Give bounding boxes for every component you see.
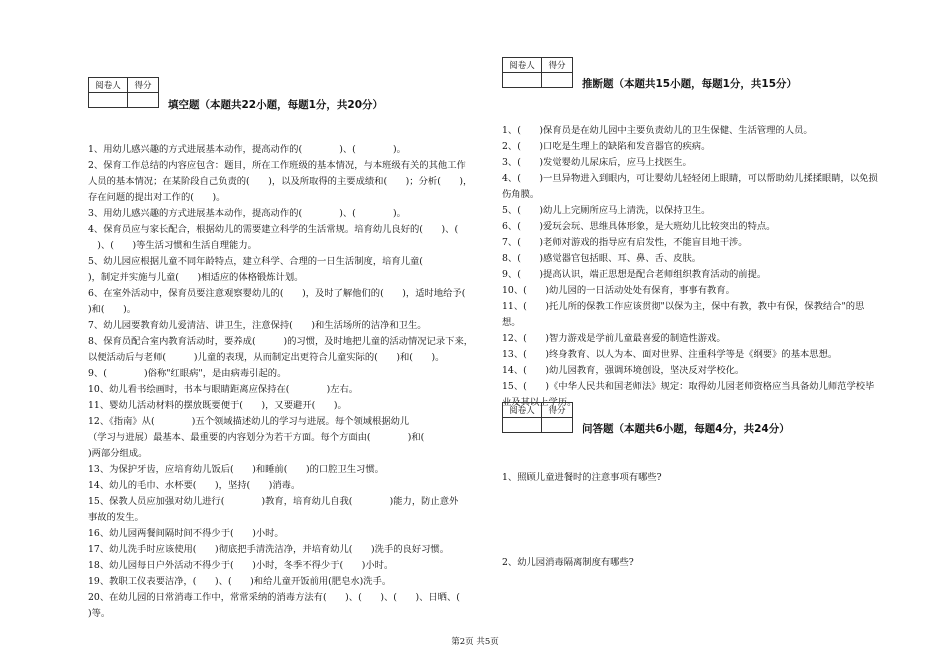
question-line: )，制定并实施与儿童( )相适应的体格锻炼计划。 [88, 272, 304, 283]
question-line: 人员的基本情况；在某阶段自己负责的( )，以及所取得的主要成绩和( )；分析( )， [88, 176, 473, 187]
grader-cell[interactable] [503, 418, 542, 433]
question-line: 4、( )一旦异物进入到眼内，可让婴幼儿轻轻闭上眼睛，可以帮助幼儿揉揉眼睛，以免损 [502, 173, 878, 184]
question-line: 事故的发生。 [88, 512, 144, 523]
question-line: 1、( )保育员是在幼儿园中主要负责幼儿的卫生保健、生活管理的人员。 [502, 125, 813, 136]
question-line: 3、( )发觉婴幼儿尿床后，应马上找医生。 [502, 157, 692, 168]
question-line: 19、教职工仪表要洁净，( )、( )和给儿童开饭前用(肥皂水)洗手。 [88, 576, 392, 587]
question-line: 以便活动后与老师( )儿童的表现，从而制定出更符合儿童实际的( )和( )。 [88, 352, 445, 363]
score-label: 得分 [128, 78, 159, 93]
grader-label: 阅卷人 [503, 403, 542, 418]
question-line: 伤角膜。 [502, 189, 540, 200]
fill-question-list [88, 142, 490, 622]
question-line: 想。 [502, 317, 521, 328]
score-cell[interactable] [542, 418, 573, 433]
question-line: )和( )。 [88, 304, 137, 315]
score-box-qa [502, 402, 573, 433]
question-line: （学习与进展）最基本、最重要的内容划分为若干方面。每个方面由( )和( [88, 432, 434, 443]
question-line: 11、( )托儿所的保教工作应该贯彻"以保为主，保中有教，教中有保，保教结合"的思 [502, 301, 865, 312]
score-label: 得分 [542, 58, 573, 73]
question-line: )等。 [88, 608, 111, 619]
question-line: 10、( )幼儿园的一日活动处处有保育，事事有教育。 [502, 285, 735, 296]
section-title-fill: 填空题（本题共22小题，每题1分，共20分） [168, 99, 384, 111]
question-line: 14、( )幼儿园教育，强调环境创设，坚决反对学校化。 [502, 365, 745, 376]
question-line: 18、幼儿园每日户外活动不得少于( )小时，冬季不得少于( )小时。 [88, 560, 394, 571]
question-line: 6、在室外活动中，保育员要注意观察婴幼儿的( )，及时了解他们的( )，适时地给予( [88, 288, 466, 299]
question-line: 1、用幼儿感兴趣的方式进展基本动作，提高动作的( )、( )。 [88, 144, 406, 155]
question-line: 2、( )口吃是生理上的缺陷和发音器官的疾病。 [502, 141, 711, 152]
question-line: 14、幼儿的毛巾、水杯要( )，坚持( )消毒。 [88, 480, 301, 491]
question-line: 8、保育员配合室内教育活动时，要养成( )的习惯，及时地把儿童的活动情况记录下来， [88, 336, 474, 347]
question-line: 12、( )智力游戏是学前儿童最喜爱的制造性游戏。 [502, 333, 726, 344]
question-line: 8、( )感觉器官包括眼、耳、鼻、舌、皮肤。 [502, 253, 702, 264]
question-line: 11、婴幼儿活动材料的摆放既要便于( )，又要避开( )。 [88, 400, 347, 411]
grader-cell[interactable] [503, 73, 542, 88]
question-line: 业及其以上学历。 [502, 397, 577, 408]
grader-label: 阅卷人 [503, 58, 542, 73]
question-line: 2、保育工作总结的内容应包含：题目，所在工作班级的基本情况，与本班级有关的其他工作 [88, 160, 466, 171]
section-title-qa: 问答题（本题共6小题，每题4分，共24分） [582, 423, 790, 435]
qa-question-2: 2、幼儿园消毒隔离制度有哪些? [502, 557, 634, 568]
question-line: 15、保教人员应加强对幼儿进行( )教育，培育幼儿自我( )能力，防止意外 [88, 496, 459, 507]
question-line: 16、幼儿园两餐间隔时间不得少于( )小时。 [88, 528, 284, 539]
question-line: 9、( )提高认识，端正思想是配合老师组织教育活动的前提。 [502, 269, 767, 280]
question-line: 9、( )俗称"红眼病"，是由病毒引起的。 [88, 368, 287, 379]
question-line: )、( )等生活习惯和生活自理能力。 [88, 240, 257, 251]
score-box-fill [88, 77, 159, 108]
qa-question-1: 1、照顾儿童进餐时的注意事项有哪些? [502, 472, 662, 483]
question-line: 15、( )《中华人民共和国老师法》规定：取得幼儿园老师资格应当具备幼儿师范学校毕 [502, 381, 875, 392]
question-line: 13、为保护牙齿，应培育幼儿饭后( )和睡前( )的口腔卫生习惯。 [88, 464, 384, 475]
question-line: 存在问题的提出对工作的( )。 [88, 192, 226, 203]
page-footer: 第2页 共5页 [451, 637, 499, 647]
grader-label: 阅卷人 [89, 78, 128, 93]
question-line: )两部分组成。 [88, 448, 148, 459]
question-line: 5、( )幼儿上完厕所应马上清洗，以保持卫生。 [502, 205, 711, 216]
question-line: 17、幼儿洗手时应该使用( )彻底把手清洗洁净，并培育幼儿( )洗手的良好习惯。 [88, 544, 450, 555]
score-cell[interactable] [542, 73, 573, 88]
question-line: 6、( )爱玩会玩、思维具体形象，是大班幼儿比较突出的特点。 [502, 221, 776, 232]
section-title-judge: 推断题（本题共15小题，每题1分，共15分） [582, 78, 798, 90]
judgement-list [502, 123, 900, 411]
question-line: 4、保育员应与家长配合，根据幼儿的需要建立科学的生活常规。培育幼儿良好的( )、( [88, 224, 459, 235]
question-line: 13、( )终身教育、以人为本、面对世界、注重科学等是《纲要》的基本思想。 [502, 349, 838, 360]
question-line: 10、幼儿看书绘画时，书本与眼睛距离应保持在( )左右。 [88, 384, 359, 395]
question-line: 3、用幼儿感兴趣的方式进展基本动作，提高动作的( )、( )。 [88, 208, 406, 219]
question-line: 20、在幼儿园的日常消毒工作中，常常采纳的消毒方法有( )、( )、( )、日晒、( [88, 592, 460, 603]
question-line: 7、( )老师对游戏的指导应有启发性，不能盲目地干涉。 [502, 237, 748, 248]
question-line: 7、幼儿园要教育幼儿爱清洁、讲卫生，注意保持( )和生活场所的洁净和卫生。 [88, 320, 427, 331]
question-line: 12、《指南》从( )五个领域描述幼儿的学习与进展。每个领域根据幼儿 [88, 416, 410, 427]
score-cell[interactable] [128, 93, 159, 108]
score-label: 得分 [542, 403, 573, 418]
score-box-judge [502, 57, 573, 88]
grader-cell[interactable] [89, 93, 128, 108]
question-line: 5、幼儿园应根据儿童不同年龄特点，建立科学、合理的一日生活制度，培育儿童( [88, 256, 442, 267]
